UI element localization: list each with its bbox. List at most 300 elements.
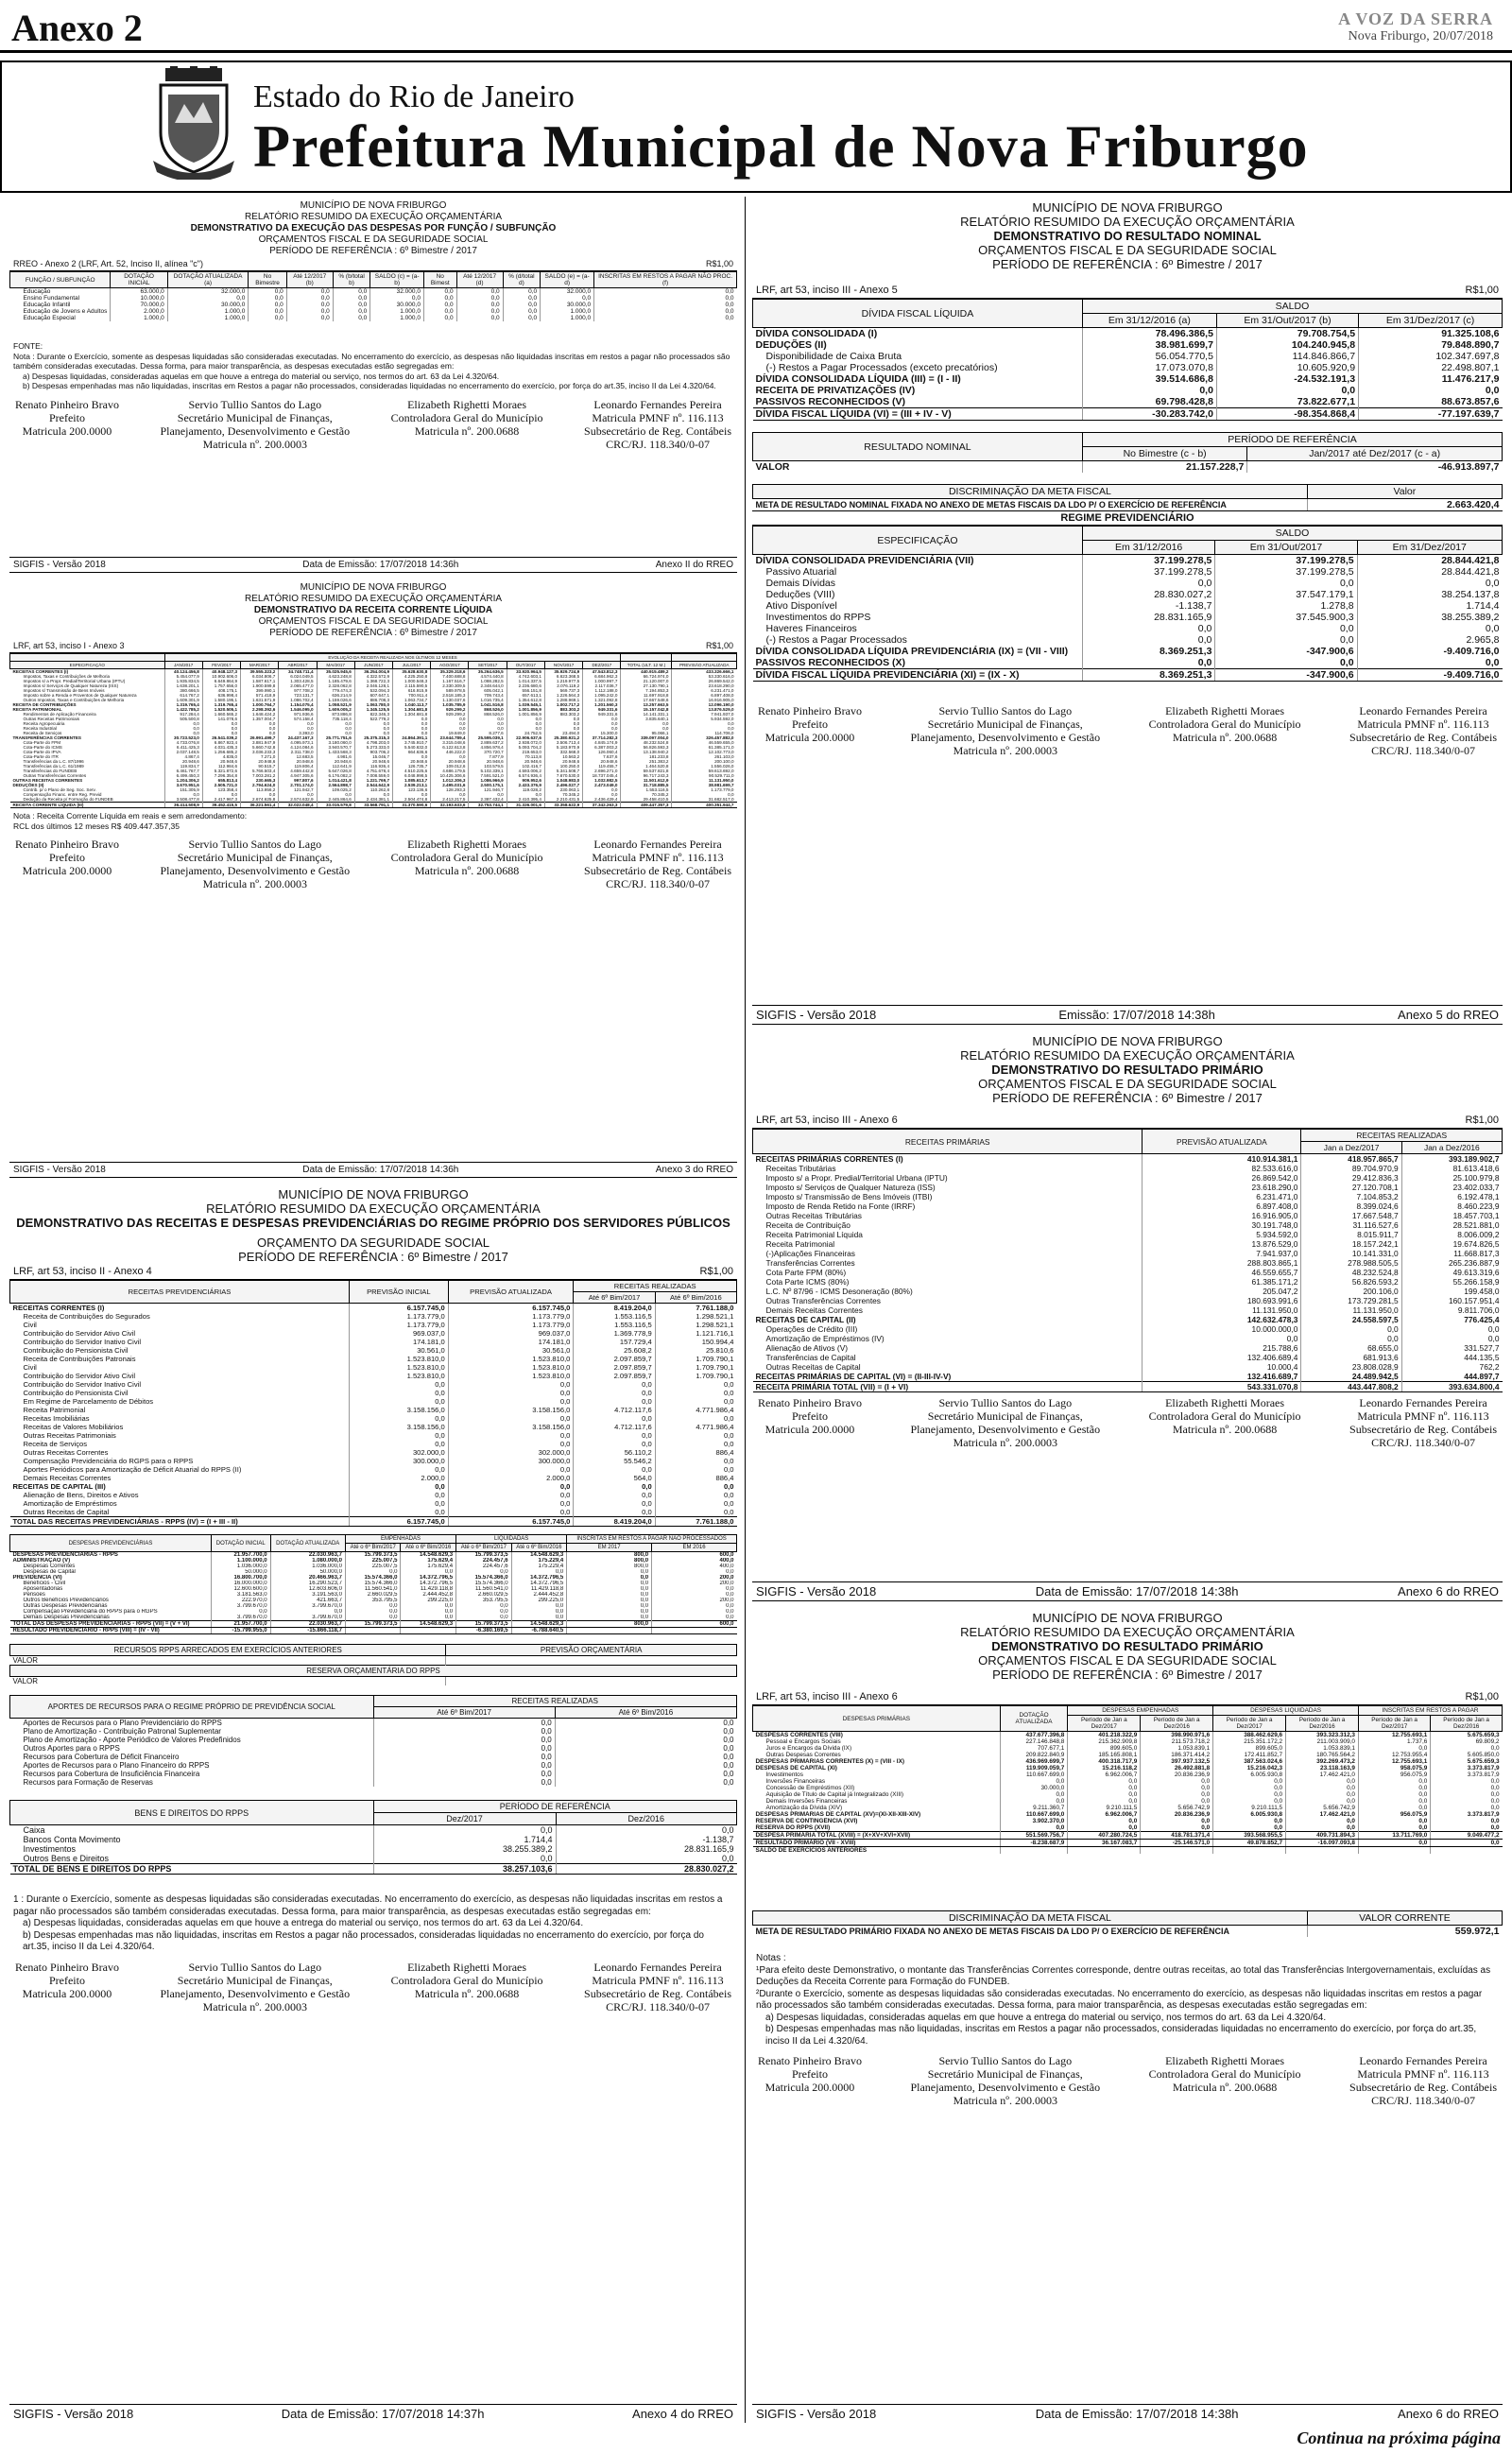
cell: -77.197.639,7 (1359, 408, 1503, 421)
cell: 0,0 (1068, 1785, 1141, 1791)
cell: 2.444.452,8 (511, 1592, 567, 1598)
table-row (753, 396, 1503, 408)
cell: 20.948,6 (583, 759, 621, 764)
cell: 0,0 (1215, 623, 1357, 634)
cell: 2.436.429,4 (583, 797, 621, 803)
cell: 102.416,7 (507, 764, 544, 769)
table-row (10, 1431, 737, 1440)
table-row (753, 1201, 1503, 1211)
meta-primario-table (752, 1910, 1503, 1937)
cell: 409.447.357,3 (621, 803, 672, 808)
cell: 6.157.745,0 (349, 1304, 448, 1313)
anexo3-section (9, 579, 737, 1178)
cell: 7.296.354,8 (202, 773, 240, 778)
signature-line: CRC/RJ. 118.340/0-07 (1371, 744, 1475, 757)
signature-line: Matricula PMNF nº. 116.113 (1357, 2067, 1489, 2081)
cell: 0,0 (1358, 1745, 1430, 1752)
cell: 2.434.381,1 (354, 797, 392, 803)
cell: 2.076.119,2 (544, 683, 582, 688)
rreo-line: RELATÓRIO RESUMIDO DA EXECUÇÃO ORÇAMENTÁRIA (206, 1201, 541, 1216)
sigfis-version: SIGFIS - Versão 2018 (756, 1008, 877, 1022)
row-label: Recursos para Cobertura de Insuficiência Financeira (23, 1770, 200, 1778)
sigfis-version: SIGFIS - Versão 2018 (13, 2407, 134, 2421)
row-label: Amortização de Empréstimos (IV) (765, 1334, 885, 1343)
cell: 30.561,0 (448, 1346, 574, 1355)
cell: 96.717.243,3 (621, 773, 672, 778)
cell: 2.097.859,7 (574, 1355, 655, 1363)
cell: 2.696.271,0 (583, 769, 621, 773)
cell: 1.048.983,0 (544, 778, 582, 783)
table-row (10, 1406, 737, 1414)
col-header: DESPESAS EMPENHADAS (1068, 1706, 1213, 1716)
cell: 1.587.617,1 (241, 679, 279, 683)
cell: 110.667.699,0 (1000, 1771, 1068, 1778)
cell: 4.867,4 (164, 754, 202, 759)
newspaper-date: Nova Friburgo, 20/07/2018 (1348, 29, 1493, 43)
cell: 186.371.414,2 (1141, 1752, 1213, 1758)
cell: 2.794.624,0 (241, 783, 279, 787)
cell: 7.877,9 (469, 754, 507, 759)
signature-block (758, 704, 862, 757)
cell: 16.916.905,0 (1143, 1211, 1301, 1220)
cell: 1.221.769,7 (354, 778, 392, 783)
cell: 0,0 (448, 1414, 574, 1423)
cell (1000, 1847, 1068, 1855)
cell: 0,0 (1431, 1805, 1503, 1811)
cell: 17.667.548,7 (1301, 1211, 1401, 1220)
cell: 522.779,2 (354, 717, 392, 721)
cell: 2.496.027,7 (544, 783, 582, 787)
cell: 2.965,8 (1357, 634, 1502, 646)
cell: 15.300,0 (583, 731, 621, 735)
cell: 6.623.368,5 (544, 674, 582, 679)
signature-line: Planejamento, Desenvolvimento e Gestão (910, 2081, 1101, 2094)
cell: 735.118,4 (317, 717, 354, 721)
cell (1431, 1847, 1503, 1855)
row-label: Pensões (23, 1592, 45, 1598)
cell: 5.934.592,0 (672, 717, 737, 721)
cell: 56.826.593,3 (621, 745, 672, 750)
signature-line: Controladora Geral do Município (1148, 717, 1301, 731)
table-row (753, 1353, 1503, 1362)
table-row (10, 1346, 737, 1355)
table-row (10, 315, 737, 321)
table-row (753, 600, 1503, 612)
col-header: INSCRITAS EM RESTOS A PAGAR NÃO PROC. (f) (594, 272, 737, 288)
cell: 5.321.872,6 (202, 769, 240, 773)
cell: 12.683,5 (279, 754, 317, 759)
cell: 776.425,4 (1401, 1315, 1502, 1324)
signature-line: Elizabeth Righetti Moraes (1165, 1396, 1285, 1409)
col-header: Até 12/2017 (d) (456, 272, 503, 288)
cell: 10.563,2 (544, 754, 582, 759)
cell: 5.183.970,9 (544, 745, 582, 750)
cell: 0,0 (1068, 1791, 1141, 1798)
cell: 24.864.391,1 (393, 735, 431, 740)
cell: 23.808.028,9 (1301, 1362, 1401, 1372)
cell: 1.523.810,0 (349, 1372, 448, 1380)
row-label: Outros Impostos, Taxas e Contribuições de Melhoria (23, 698, 125, 702)
anexo6-title: DEMONSTRATIVO DO RESULTADO PRIMÁRIO (991, 1063, 1263, 1077)
col-header: JUN/2017 (354, 662, 392, 669)
emission-date: Data de Emissão: 17/07/2018 14:37h (281, 2407, 485, 2421)
cell: 969.037,0 (349, 1329, 448, 1338)
table-row (753, 555, 1503, 567)
row-label: VALOR (755, 461, 790, 473)
cell: 0,0 (401, 1609, 456, 1615)
cell: 0,0 (1082, 385, 1216, 396)
row-label: (-) Restos a Pagar Processados (exceto precatórios) (765, 362, 998, 373)
cell: 12.755.693,1 (1358, 1758, 1430, 1765)
cell: 13.138.940,2 (621, 750, 672, 754)
cell: -1.138,7 (556, 1835, 736, 1844)
cell: 70.113,8 (507, 754, 544, 759)
row-label: DÍVIDA FISCAL LÍQUIDA PREVIDENCIÁRIA (XI) = (IX - X) (753, 669, 1083, 682)
table-row (10, 1380, 737, 1389)
table-row (10, 1736, 737, 1744)
cell: 0,0 (574, 1491, 655, 1499)
unit-label: R$1,00 (699, 1266, 733, 1277)
signature-line: CRC/RJ. 118.340/0-07 (606, 437, 710, 451)
cell: 3.191.563,0 (270, 1592, 345, 1598)
row-label: Amortização da Dívida (XIV) (765, 1805, 843, 1811)
note-line: RCL dos últimos 12 meses R$ 409.447.357,35 (13, 821, 180, 831)
cell: 4.031.435,3 (202, 745, 240, 750)
cell: 15.574.366,0 (345, 1575, 401, 1581)
cell: 0,0 (456, 1609, 512, 1615)
col-header: Dez/2016 (556, 1813, 736, 1825)
table-row (753, 634, 1503, 646)
cell: 0,0 (655, 1482, 736, 1491)
cell: 0,0 (594, 315, 737, 321)
cell: 12.600.600,0 (211, 1586, 270, 1592)
cell: 0,0 (567, 1609, 652, 1615)
cell: 681.913,6 (1301, 1353, 1401, 1362)
cell: 0,0 (555, 1727, 736, 1736)
anexo-ref: Anexo 6 do RREO (1398, 2407, 1499, 2421)
table-row (10, 1304, 737, 1313)
row-label: Impostos s/ a Propr. Predial/Territorial Urbana (IPTU) (23, 679, 126, 683)
note-line: a) Despesas liquidadas, consideradas aquelas em que houve a entrega do material ou serviço, nos termos do art. 63 da Lei 4.320/64. (23, 371, 500, 381)
cell: 0,0 (286, 302, 333, 308)
cell: 0,0 (583, 721, 621, 726)
cell: 0,0 (345, 1569, 401, 1575)
cell: 302.000,0 (448, 1448, 574, 1457)
signature-line: Elizabeth Righetti Moraes (407, 397, 527, 411)
cell: 0,0 (164, 726, 202, 731)
cell: 185.165.808,1 (1068, 1752, 1141, 1758)
cell: 13.876.529,0 (1143, 1239, 1301, 1249)
cell (401, 1628, 456, 1634)
rreo-line: RELATÓRIO RESUMIDO DA EXECUÇÃO ORÇAMENTÁRIA (960, 215, 1295, 229)
cell: 0,0 (1000, 1798, 1068, 1805)
cell: 0,0 (249, 315, 286, 321)
cell: 68.655,0 (1301, 1343, 1401, 1353)
anexo6-despesas-footer (752, 2404, 1503, 2423)
row-label: PREVIDÊNCIA (VI) (12, 1575, 62, 1581)
cell: 4.225.250,8 (393, 674, 431, 679)
cell: 151.305,9 (164, 787, 202, 792)
col-header: DESPESAS PREVIDENCIÁRIAS (10, 1535, 212, 1552)
table-row (10, 1465, 737, 1474)
row-label: Outras Receitas Tributárias (765, 1211, 862, 1220)
cell: 0,0 (373, 1727, 555, 1736)
row-label: Haveres Financeiros (765, 623, 857, 634)
col-header: Jan/2017 até Dez/2017 (c - a) (1247, 447, 1503, 461)
cell: 1.002.717,2 (544, 702, 582, 707)
cell: 10.425.306,6 (431, 773, 469, 778)
cell: 79.848.890,7 (1359, 339, 1503, 351)
cell: 0,0 (594, 295, 737, 302)
cell: 142.632.478,3 (1143, 1315, 1301, 1324)
cell: 1.000,0 (541, 308, 594, 315)
col-header: PREVISÃO ATUALIZADA (1143, 1130, 1301, 1154)
cell: -347.900,6 (1215, 669, 1357, 682)
cell: 4.733.076,8 (164, 740, 202, 745)
row-label: Civil (23, 1321, 37, 1329)
cell: 0,0 (373, 1854, 556, 1864)
cell: 0,0 (286, 288, 333, 296)
rreo-line: RELATÓRIO RESUMIDO DA EXECUÇÃO ORÇAMENTÁRIA (960, 1625, 1295, 1639)
row-label: Demais Receitas Correntes (23, 1474, 112, 1482)
cell: 0,0 (1068, 1818, 1141, 1824)
cell: 12.096.190,0 (672, 702, 737, 707)
signature-line: Matricula 200.0000 (765, 731, 855, 744)
signature-line: Leonardo Fernandes Pereira (1359, 704, 1487, 717)
cell: 56.110,2 (574, 1448, 655, 1457)
signature-block (584, 398, 731, 451)
cell: 61.385.171,0 (672, 745, 737, 750)
cell: 0,0 (373, 1825, 556, 1836)
cell: 174.181,0 (448, 1338, 574, 1346)
cell: 25.810,6 (655, 1346, 736, 1355)
cell: 0,0 (621, 721, 672, 726)
municipio-line: MUNICÍPIO DE NOVA FRIBURGO (1032, 200, 1223, 215)
cell: 636.998,4 (202, 693, 240, 698)
cell: 505.500,8 (164, 717, 202, 721)
receitas-primarias-table (752, 1129, 1503, 1392)
left-column (9, 197, 737, 2423)
cell: 1.714,4 (373, 1835, 556, 1844)
cell: 1.523.810,0 (349, 1355, 448, 1363)
table-row (753, 669, 1503, 682)
cell: 7.104.853,2 (1301, 1192, 1401, 1201)
cell: 0,0 (167, 295, 249, 302)
cell: 20.948,6 (544, 759, 582, 764)
signature-line: Controladora Geral do Município (390, 1973, 543, 1987)
cell: 0,0 (567, 1586, 652, 1592)
table-row (10, 1864, 737, 1875)
cell: 31.682.517,0 (672, 797, 737, 803)
row-label: DESPESAS CORRENTES (VIII) (755, 1732, 843, 1738)
cell: 17.462.421,0 (1286, 1771, 1359, 1778)
cell: 29.412.836,3 (1301, 1173, 1401, 1183)
cell: 2.544.642,9 (354, 783, 392, 787)
cell: 157.729,4 (574, 1338, 655, 1346)
cell: 18.457.703,1 (1401, 1211, 1502, 1220)
table-row (10, 1491, 737, 1499)
signature-line: Matricula nº. 200.0003 (953, 2094, 1057, 2107)
cell: 2.660.029,5 (345, 1592, 401, 1598)
cell: 4.712.117,6 (574, 1423, 655, 1431)
col-header: AGO/2017 (431, 662, 469, 669)
cell: 66.724.974,0 (621, 674, 672, 679)
cell: 868.526,0 (469, 712, 507, 717)
cell: 0,0 (333, 308, 370, 315)
signature-block (391, 838, 543, 890)
cell: 0,0 (655, 1508, 736, 1517)
table-row (10, 1727, 737, 1736)
cell: 14.372.796,5 (401, 1575, 456, 1581)
row-label: Transferências de Capital (765, 1353, 856, 1362)
cell: 20.948,6 (354, 759, 392, 764)
cell: 0,0 (574, 1397, 655, 1406)
cell: 18.157.242,1 (1301, 1239, 1401, 1249)
row-label: Receita de Serviços (23, 731, 62, 735)
col-header: EMPENHADAS (345, 1535, 455, 1544)
table-row (753, 1183, 1503, 1192)
row-label: RECEITAS DE CAPITAL (II) (755, 1315, 856, 1324)
signature-line: Prefeito (48, 1973, 85, 1987)
signature-line: Secretário Municipal de Finanças, (927, 1409, 1083, 1423)
cell: 0,0 (1286, 1824, 1359, 1832)
anexo2-title: DEMONSTRATIVO DA EXECUÇÃO DAS DESPESAS POR FUNÇÃO / SUBFUNÇÃO (190, 223, 557, 233)
cell: 0,0 (503, 315, 541, 321)
row-label: Outras Despesas Previdenciárias (23, 1603, 108, 1609)
signature-block (1149, 1396, 1301, 1449)
signature-line: Matricula PMNF nº. 116.113 (1357, 1409, 1489, 1423)
unit-label: R$1,00 (1465, 285, 1499, 296)
signature-line: Servio Tullio Santos do Lago (188, 838, 322, 851)
cell: 37.342.263,3 (583, 803, 621, 808)
cell: -1.138,7 (1082, 600, 1215, 612)
cell: 4.798.203,0 (354, 740, 392, 745)
anexo3-footer (9, 1162, 737, 1177)
newspaper-name: A VOZ DA SERRA (1338, 9, 1493, 28)
cell: 48.232.524,8 (1301, 1268, 1401, 1277)
cell: 2.037.148,5 (164, 750, 202, 754)
cell: 25.595.039,1 (469, 735, 507, 740)
cell: 28.521.881,0 (1401, 1220, 1502, 1230)
cell: 0,0 (594, 308, 737, 315)
cell: 6.574.936,4 (507, 773, 544, 778)
row-label: DESPESAS PREVIDENCIÁRIAS - RPPS (12, 1552, 118, 1558)
cell: 0,0 (652, 1586, 737, 1592)
cell: 0,0 (431, 717, 469, 721)
cell: 209.822.840,9 (1000, 1752, 1068, 1758)
col-header: EM 2016 (652, 1544, 737, 1552)
table-row (10, 1457, 737, 1465)
row-label: DESPESA PRIMÁRIA TOTAL (XVIII) = (X+XV+XVI+XVII) (753, 1832, 1001, 1840)
cell: 0,0 (1431, 1818, 1503, 1824)
cell: 15.216.118,2 (1068, 1765, 1141, 1771)
cell: 29.458.410,5 (621, 797, 672, 803)
periodo-line: PERÍODO DE REFERÊNCIA : 6º Bimestre / 2017 (992, 1091, 1263, 1105)
cell: 121.942,7 (279, 787, 317, 792)
cell: 82.533.616,0 (1143, 1164, 1301, 1173)
cell: 21.957.700,0 (211, 1621, 270, 1628)
cell: 353.795,5 (345, 1598, 401, 1603)
signature-line: Subsecretário de Reg. Contábeis (1349, 731, 1497, 744)
table-row (10, 1355, 737, 1363)
col-header: JAN/2017 (164, 662, 202, 669)
signature-line: Elizabeth Righetti Moraes (407, 838, 527, 851)
cell: 0,0 (431, 792, 469, 797)
note-line: a) Despesas liquidadas, consideradas aquelas em que houve a entrega do material ou serviço, nos termos do art. 63 da Lei 4.320/64. (23, 1918, 584, 1928)
cell: 0,0 (503, 288, 541, 296)
cell: 0,0 (1358, 1785, 1430, 1791)
col-header: No Bimestre (c - b) (1082, 447, 1246, 461)
row-label: Contribuição do Pensionista Civil (23, 1346, 129, 1355)
cell: 175.229,4 (511, 1564, 567, 1569)
cell: 0,0 (655, 1380, 736, 1389)
col-header: RECEITAS PREVIDENCIÁRIAS (10, 1281, 350, 1304)
cell: 4.322.572,9 (354, 674, 392, 679)
cell: 100.250,0 (544, 764, 582, 769)
cell: 903.706,2 (354, 750, 392, 754)
signature-line: Elizabeth Righetti Moraes (1165, 704, 1285, 717)
cell: 9.210.111,5 (1068, 1805, 1141, 1811)
cell (567, 1628, 652, 1634)
cell: 1.935.834,5 (164, 679, 202, 683)
cell: 0,0 (1359, 385, 1503, 396)
cell: 0,0 (373, 1770, 555, 1778)
table-row (10, 295, 737, 302)
signature-line: CRC/RJ. 118.340/0-07 (1371, 1436, 1475, 1449)
cell: 0,0 (270, 1609, 345, 1615)
table-row (753, 1362, 1503, 1372)
signature-line: Secretário Municipal de Finanças, (177, 851, 333, 864)
col-header: Até o 6º Bim/2017 (345, 1544, 401, 1552)
cell: 1.173.779,0 (448, 1321, 574, 1329)
cell: 5.273.333,0 (354, 745, 392, 750)
cell: 6.461.767,7 (164, 769, 202, 773)
cell: 11.560.541,0 (345, 1586, 401, 1592)
col-header: MAR/2017 (241, 662, 279, 669)
cell: 436.969.699,7 (1000, 1758, 1068, 1765)
periodo-line: PERÍODO DE REFERÊNCIA : 6º Bimestre / 2017 (992, 257, 1263, 271)
row-label: RECEITAS DE CAPITAL (III) (12, 1482, 106, 1491)
cell: 79.708.754,5 (1216, 328, 1358, 340)
cell: 8.015.911,7 (1301, 1230, 1401, 1239)
cell: 24.437.167,3 (279, 735, 317, 740)
col-header: Período de Jan a Dez/2017 (1068, 1716, 1141, 1732)
cell: 1.523.810,0 (448, 1372, 574, 1380)
cell: 2.097.859,7 (574, 1363, 655, 1372)
cell: 0,0 (164, 792, 202, 797)
cell: 173.729.281,5 (1301, 1296, 1401, 1305)
cell: 30.191.748,0 (1143, 1220, 1301, 1230)
row-label: Receita Patrimonial (23, 1406, 86, 1414)
cell: 0,0 (655, 1440, 736, 1448)
row-label: Cota Parte FPM (80%) (765, 1268, 847, 1277)
cell: 0,0 (349, 1508, 448, 1517)
cell: 1.201.560,3 (583, 702, 621, 707)
table-row (753, 1805, 1503, 1811)
cell: 6.962.006,7 (1068, 1771, 1141, 1778)
col-header: DISCRIMINAÇÃO DA META FISCAL (753, 1911, 1308, 1926)
cell: 0,0 (354, 726, 392, 731)
table-row (753, 1811, 1503, 1818)
cell: 28.830.027,2 (1082, 589, 1215, 600)
cell: 0,0 (241, 721, 279, 726)
cell: 37.199.278,5 (1082, 555, 1215, 567)
signature-line: Matricula PMNF nº. 116.113 (592, 1973, 724, 1987)
cell: 0,0 (241, 731, 279, 735)
cell: 89.704.970,9 (1301, 1164, 1401, 1173)
cell: 1.368.722,3 (354, 679, 392, 683)
row-label: RECEITA CORRENTE LÍQUIDA (III) (10, 803, 165, 808)
